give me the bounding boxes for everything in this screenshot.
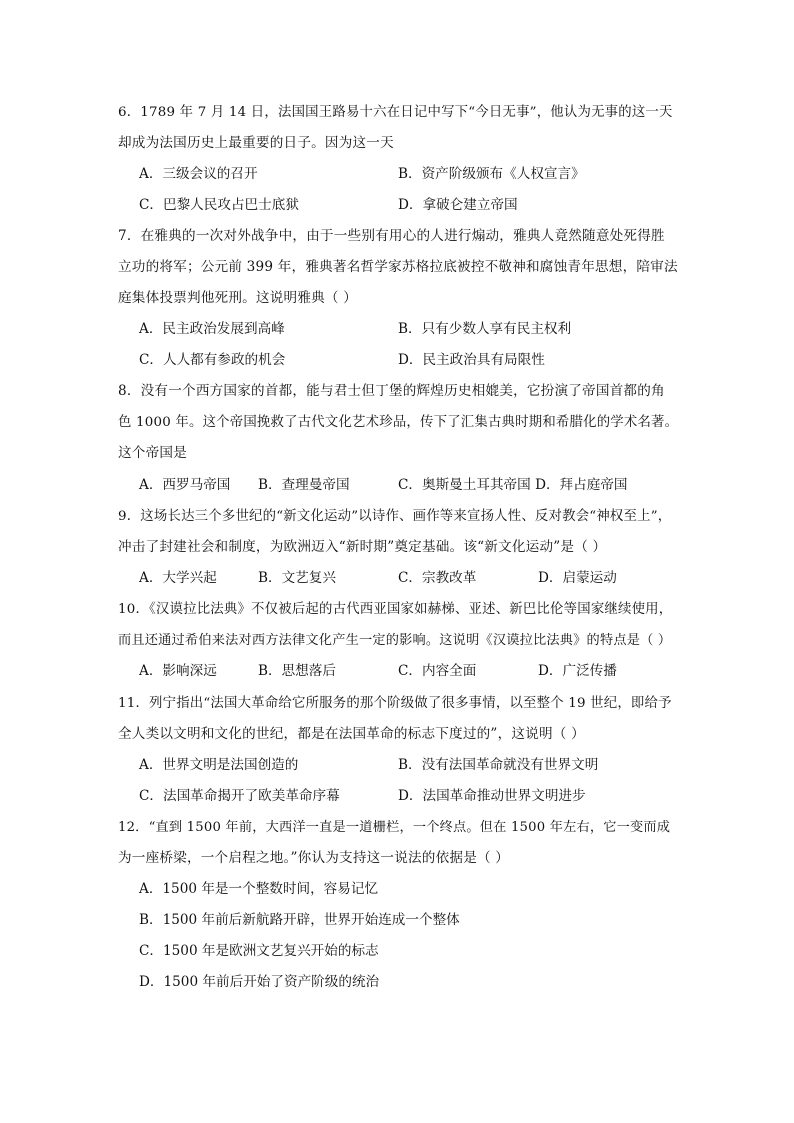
option-b: B．思想落后 — [258, 663, 336, 679]
option-b: B．1500 年前后新航路开辟，世界开始连成一个整体 — [139, 912, 460, 928]
question-text-line: 冲击了封建社会和制度，为欧洲迈入“新时期”奠定基础。该“新文化运动”是（ ） — [118, 539, 607, 555]
option-a: A．三级会议的召开 — [139, 166, 258, 182]
question-text-line: 为一座桥梁，一个启程之地。”你认为支持这一说法的依据是（ ） — [118, 850, 510, 866]
question-text-line: 7．在雅典的一次对外战争中，由于一些别有用心的人进行煽动，雅典人竟然随意处死得胜 — [118, 228, 665, 244]
option-a: A．影响深远 — [139, 663, 217, 679]
option-a: A．大学兴起 — [139, 570, 217, 586]
question-text-line: 10．《汉谟拉比法典》不仅被后起的古代西亚国家如赫梯、亚述、新巴比伦等国家继续使用， — [118, 602, 673, 617]
question-text-line: 这个帝国是 — [118, 445, 187, 461]
option-c: C．宗教改革 — [398, 570, 477, 586]
option-d: D．拿破仑建立帝国 — [398, 197, 518, 213]
question-7 — [118, 221, 678, 314]
question-6 — [118, 97, 678, 159]
option-c: C．1500 年是欧洲文艺复兴开始的标志 — [139, 943, 379, 959]
option-c: C．法国革命揭开了欧美革命序幕 — [139, 788, 340, 804]
option-b: B．文艺复兴 — [258, 570, 336, 586]
question-text-line: 庭集体投票判他死刑。这说明雅典（ ） — [118, 290, 358, 306]
option-b: B．没有法国革命就没有世界文明 — [398, 757, 599, 773]
question-10 — [118, 594, 678, 656]
option-b: B．资产阶级颁布《人权宣言》 — [398, 166, 585, 182]
question-text-line: 而且还通过希伯来法对西方法律文化产生一定的影响。这说明《汉谟拉比法典》的特点是（ ） — [118, 633, 672, 648]
question-text-line: 6．1789 年 7 月 14 日，法国国王路易十六在日记中写下“今日无事”，他认为无事的这一天 — [118, 105, 673, 120]
option-a: A．世界文明是法国创造的 — [139, 757, 299, 773]
option-c: C．巴黎人民攻占巴士底狱 — [139, 197, 299, 213]
option-d: D．启蒙运动 — [538, 570, 617, 586]
option-c: C．人人都有参政的机会 — [139, 352, 286, 368]
option-c: C．内容全面 — [398, 663, 477, 679]
option-d: D．1500 年前后开始了资产阶级的统治 — [139, 974, 380, 990]
option-b: B．查理曼帝国 — [258, 477, 350, 493]
question-9 — [118, 501, 678, 563]
question-text-line: 8．没有一个西方国家的首都，能与君士但丁堡的辉煌历史相媲美，它扮演了帝国首都的角 — [118, 383, 665, 399]
option-a: A．1500 年是一个整数时间，容易记忆 — [139, 881, 379, 897]
question-12 — [118, 812, 678, 874]
question-8 — [118, 376, 678, 469]
option-d: D．广泛传播 — [538, 663, 617, 679]
option-b: B．只有少数人享有民主权利 — [398, 321, 572, 337]
option-c-d: C．奥斯曼土耳其帝国 D．拜占庭帝国 — [398, 477, 628, 493]
question-text-line: 却成为法国历史上最重要的日子。因为这一天 — [118, 135, 394, 151]
question-text-line: 11．列宁指出“法国大革命给它所服务的那个阶级做了很多事情，以至整个 19 世纪，即给予 — [118, 696, 672, 711]
question-text-line: 9．这场长达三个多世纪的“新文化运动”以诗作、画作等来宣扬人性、反对教会“神权至上”， — [118, 509, 672, 524]
option-a: A．西罗马帝国 — [139, 477, 231, 493]
question-text-line: 立功的将军；公元前 399 年，雅典著名哲学家苏格拉底被控不敬神和腐蚀青年思想，陪审法 — [118, 259, 678, 275]
question-11 — [118, 688, 678, 750]
option-d: D．民主政治具有局限性 — [398, 352, 545, 368]
question-text-line: 全人类以文明和文化的世纪，都是在法国革命的标志下度过的”，这说明（ ） — [118, 726, 585, 742]
question-text-line: 12．“直到 1500 年前，大西洋一直是一道栅栏，一个终点。但在 1500 年左右，它一变而成 — [118, 820, 671, 835]
option-d: D．法国革命推动世界文明进步 — [398, 788, 586, 804]
question-text-line: 色 1000 年。这个帝国挽救了古代文化艺术珍品，传下了汇集古典时期和希腊化的学术名著。 — [118, 415, 679, 430]
option-a: A．民主政治发展到高峰 — [139, 321, 285, 337]
